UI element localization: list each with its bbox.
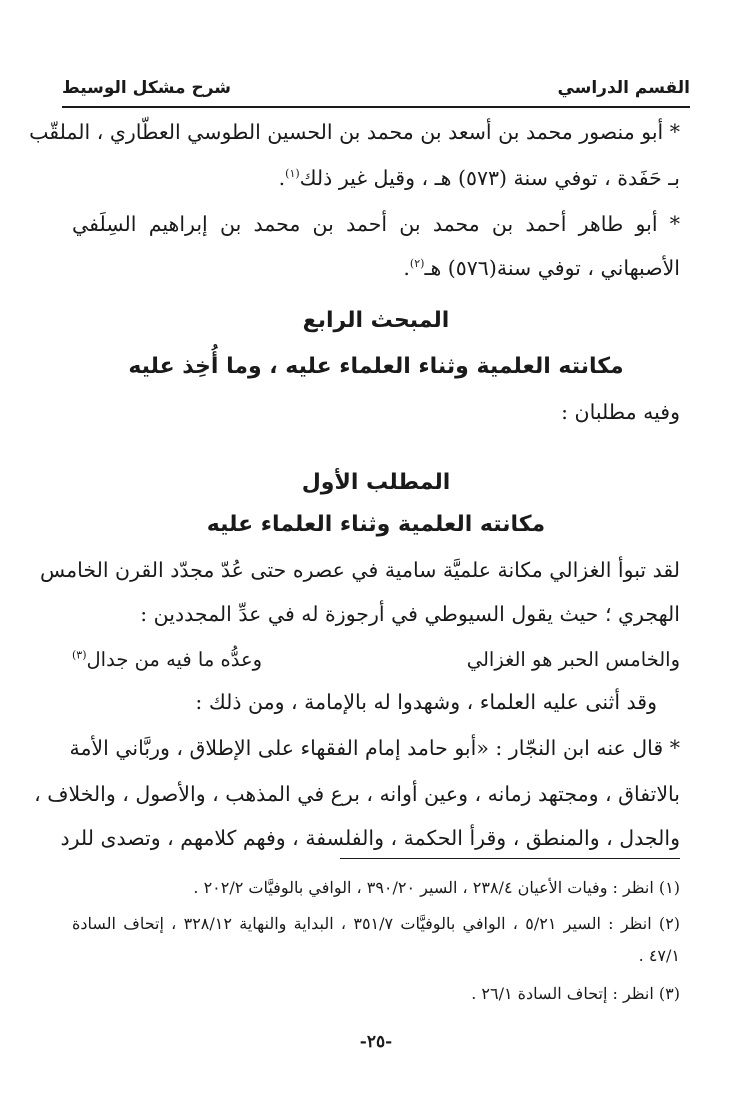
footnote-ref: (٢) bbox=[409, 257, 425, 271]
body-line: والجدل ، والمنطق ، وقرأ الحكمة ، والفلسفة ، وفهم كلامهم ، وتصدى للرد bbox=[60, 826, 680, 850]
header-divider bbox=[62, 106, 690, 108]
footnote-divider bbox=[340, 858, 680, 859]
header-section-title: القسم الدراسي bbox=[557, 78, 690, 98]
footnote-3: (٣) انظر : إتحاف السادة ٢٦/١ . bbox=[471, 984, 680, 1003]
poem-second-hemistich: وعدُّه ما فيه من جدال$^{(٣)}$ bbox=[72, 648, 263, 671]
page-number: -٢٥- bbox=[359, 1032, 393, 1052]
body-line: * أبو منصور محمد بن أسعد بن محمد بن الحسين الطوسي العطّاري ، الملقّب bbox=[29, 120, 680, 144]
subsection-subtitle: مكانته العلمية وثناء العلماء عليه bbox=[206, 512, 546, 537]
footnote-2: (٢) انظر : السير ٥/٢١ ، الوافي بالوفيَّات ٣٥١/٧ ، البداية والنهاية ٣٢٨/١٢ ، إتحاف السادة bbox=[72, 914, 681, 933]
body-line: لقد تبوأ الغزالي مكانة علميَّة سامية في عصره حتى عُدّ مجدّد القرن الخامس bbox=[40, 558, 680, 582]
footnote-ref: (٣) bbox=[72, 648, 87, 662]
footnote-2-continued: ٤٧/١ . bbox=[638, 946, 680, 965]
footnote-1: (١) انظر : وفيات الأعيان ٢٣٨/٤ ، السير ٣٩٠/٢٠ ، الوافي بالوفيَّات ٢٠٢/٢ . bbox=[193, 878, 680, 897]
body-line: * قال عنه ابن النجّار : «أبو حامد إمام الفقهاء على الإطلاق ، وربَّاني الأمة bbox=[69, 736, 680, 760]
body-line: الهجري ؛ حيث يقول السيوطي في أرجوزة له في عدِّ المجددين : bbox=[140, 602, 680, 626]
body-line: بالاتفاق ، ومجتهد زمانه ، وعين أوانه ، برع في المذهب ، والأصول ، والخلاف ، bbox=[34, 782, 680, 806]
poem-verse bbox=[72, 648, 680, 674]
poem-first-hemistich: والخامس الحبر هو الغزالي bbox=[466, 648, 680, 671]
footnote-ref: (١) bbox=[285, 167, 300, 181]
section-intro: وفيه مطلبان : bbox=[561, 400, 680, 424]
subsection-title: المطلب الأول bbox=[301, 470, 451, 495]
section-title: المبحث الرابع bbox=[302, 308, 450, 333]
section-subtitle: مكانته العلمية وثناء العلماء عليه ، وما أُخِذ عليه bbox=[128, 354, 624, 379]
body-line: * أبو طاهر أحمد بن محمد بن أحمد بن محمد بن إبراهيم السِلَفي bbox=[72, 212, 680, 236]
body-line: الأصبهاني ، توفي سنة(٥٧٦) هـ$^{(٢)}$. bbox=[403, 256, 680, 280]
running-header bbox=[62, 78, 690, 104]
body-line: وقد أثنى عليه العلماء ، وشهدوا له بالإمامة ، ومن ذلك : bbox=[195, 690, 657, 714]
body-line: بـ حَفَدة ، توفي سنة (٥٧٣) هـ ، وقيل غير ذلك$^{(١)}$. bbox=[278, 166, 680, 190]
header-book-title: شرح مشكل الوسيط bbox=[62, 78, 231, 98]
